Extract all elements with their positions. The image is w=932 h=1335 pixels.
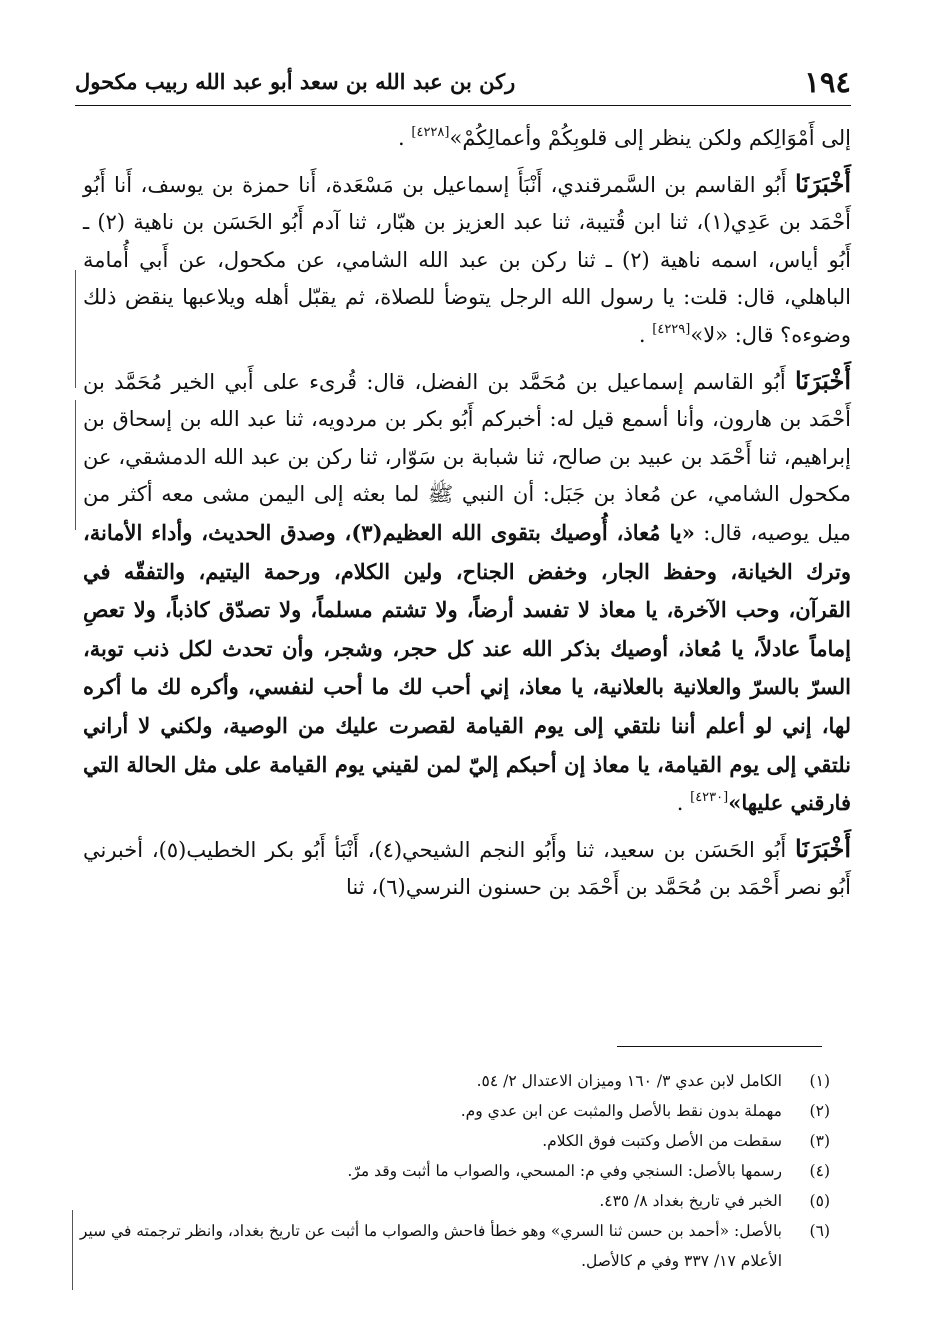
paragraph-end: . xyxy=(676,791,684,816)
paragraph-text: أَبُو القاسم بن السَّمرقندي، أَنْبَأَ إسماعيل بن مَسْعَدة، أَنا حمزة بن يوسف، أَنا أَبُو أَحْمَد بن عَدِي(١)، ثنا ابن قُتيبة، ثنا عبد العزيز بن هبّار، ثنا آدم أَبُو الحَسَن بن ناهية (٢) ـ أَبُو أياس، اسمه ناهية (٢) ـ ثنا ركن بن عبد الله الشامي، عن مكحول، عن أَبي أُمامة الباهلي، قال: قلت: يا رسول الله الرجل يتوضأ للصلاة، ثم يقبّل أهله ويلاعبها ينقض ذلك وضوءه؟ قال: «لا» xyxy=(83,172,852,347)
footnote-number: (٦) xyxy=(809,1222,830,1240)
footnote-number: (٤) xyxy=(809,1162,830,1180)
paragraph-end: . xyxy=(398,126,405,150)
hadith-ref-number: [٤٢٣٠] xyxy=(690,790,729,806)
hadith-ref-number: [٤٢٢٩] xyxy=(652,321,691,337)
footnote-number: (٥) xyxy=(809,1192,830,1210)
main-text xyxy=(83,120,851,907)
footnote-text: رسمها بالأصل: السنجي وفي م: المسحي، والصواب ما أثبت وقد مرّ. xyxy=(347,1162,782,1180)
hadith-ref-number: [٤٢٢٨] xyxy=(411,125,450,140)
footnote-text: مهملة بدون نقط بالأصل والمثبت عن ابن عدي وم. xyxy=(460,1102,782,1120)
scan-margin-line xyxy=(75,270,76,388)
footnote xyxy=(78,1156,830,1186)
footnotes xyxy=(78,1066,830,1276)
footnote-number: (٣) xyxy=(809,1132,830,1150)
footnote-text: بالأصل: «أحمد بن حسن ثنا السري» وهو خطأ فاحش والصواب ما أثبت عن تاريخ بغداد، وانظر ترجمته في سير الأعلام ١٧/ ٣٣٧ وفي م كالأصل. xyxy=(79,1222,782,1270)
footnote xyxy=(78,1066,830,1096)
paragraph-2 xyxy=(83,165,851,358)
paragraph-1 xyxy=(83,120,851,161)
paragraph-text: أَبُو الحَسَن بن سعيد، ثنا وأَبُو النجم الشيحي(٤)، أَنْبَأ أَبُو بكر الخطيب(٥)، أخبرني أَبُو نصر أَحْمَد بن مُحَمَّد بن أَحْمَد بن حسنون النرسي(٦)، ثنا xyxy=(83,837,851,900)
isnad-lead-word: أَخْبَرَنَا xyxy=(795,833,852,863)
footnote-number: (١) xyxy=(809,1072,830,1090)
paragraph-end: . xyxy=(638,322,646,347)
scan-margin-line xyxy=(75,400,76,530)
isnad-lead-word: أَخْبَرَنَا xyxy=(795,168,852,198)
paragraph-text: أَبُو القاسم إسماعيل بن مُحَمَّد بن الفضل، قال: قُرىء على أَبي الخير مُحَمَّد بن أَحْمَد بن هارون، وأنا أسمع قيل له: أخبركم أَبُو بكر بن مردويه، ثنا عبد الله بن إسحاق بن إبراهيم، ثنا أَحْمَد بن عبيد بن صالح، ثنا شبابة بن سَوّار، ثنا ركن بن عبد الله الدمشقي، عن مكحول الشامي، عن مُعاذ بن جَبَل: أن النبي ﷺ لما بعثه إلى اليمن مشى معه أكثر من ميل يوصيه، قال: xyxy=(83,369,851,545)
page-number: ١٩٤ xyxy=(804,65,851,99)
paragraph-3 xyxy=(83,362,851,826)
footnote xyxy=(78,1096,830,1126)
page-header xyxy=(75,62,851,102)
footnote-text: الكامل لابن عدي ٣/ ١٦٠ وميزان الاعتدال ٢/ ٥٤. xyxy=(476,1072,782,1090)
footnote xyxy=(78,1216,830,1276)
paragraph-4 xyxy=(83,830,851,907)
hadith-text: «يا مُعاذ، أُوصيك بتقوى الله العظيم(٣)، وصدق الحديث، وأداء الأمانة، وترك الخيانة، وحفظ الجار، وخفض الجناح، ولين الكلام، ورحمة اليتيم، والتفقّه في القرآن، وحب الآخرة، يا معاذ لا تفسد أرضاً، ولا تشتم مسلماً، ولا تصدّق كاذباً، ولا تعصِ إماماً عادلاً، يا مُعاذ، أوصيك بذكر الله عند كل حجر، وشجر، وأن تحدث لكل ذنب توبة، السرّ بالسرّ والعلانية بالعلانية، يا معاذ، إني أحب لك ما أحب لنفسي، وأكره لك ما أكره لها، إني لو أعلم أننا نلتقي إلى يوم القيامة لقصرت عليك من الوصية، ولكني لا أراني نلتقي إلى يوم القيامة، يا معاذ إن أحبكم إليّ لمن لقيني يوم القيامة على مثل الحالة التي فارقني عليها» xyxy=(83,519,851,816)
header-rule xyxy=(75,105,851,106)
footnote-text: الخبر في تاريخ بغداد ٨/ ٤٣٥. xyxy=(599,1192,782,1210)
paragraph-text: إلى أَمْوَالِكم ولكن ينظر إلى قلوبِكُمْ وأعمالِكُمْ» xyxy=(449,126,851,150)
isnad-lead-word: أَخْبَرَنَا xyxy=(795,365,851,395)
footnote xyxy=(78,1126,830,1156)
footnote-separator xyxy=(617,1046,822,1047)
scan-margin-line xyxy=(72,1210,73,1290)
running-title: ركن بن عبد الله بن سعد أبو عبد الله ربيب مكحول xyxy=(75,69,516,94)
footnote-number: (٢) xyxy=(809,1102,830,1120)
footnote xyxy=(78,1186,830,1216)
footnote-text: سقطت من الأصل وكتبت فوق الكلام. xyxy=(542,1132,782,1150)
